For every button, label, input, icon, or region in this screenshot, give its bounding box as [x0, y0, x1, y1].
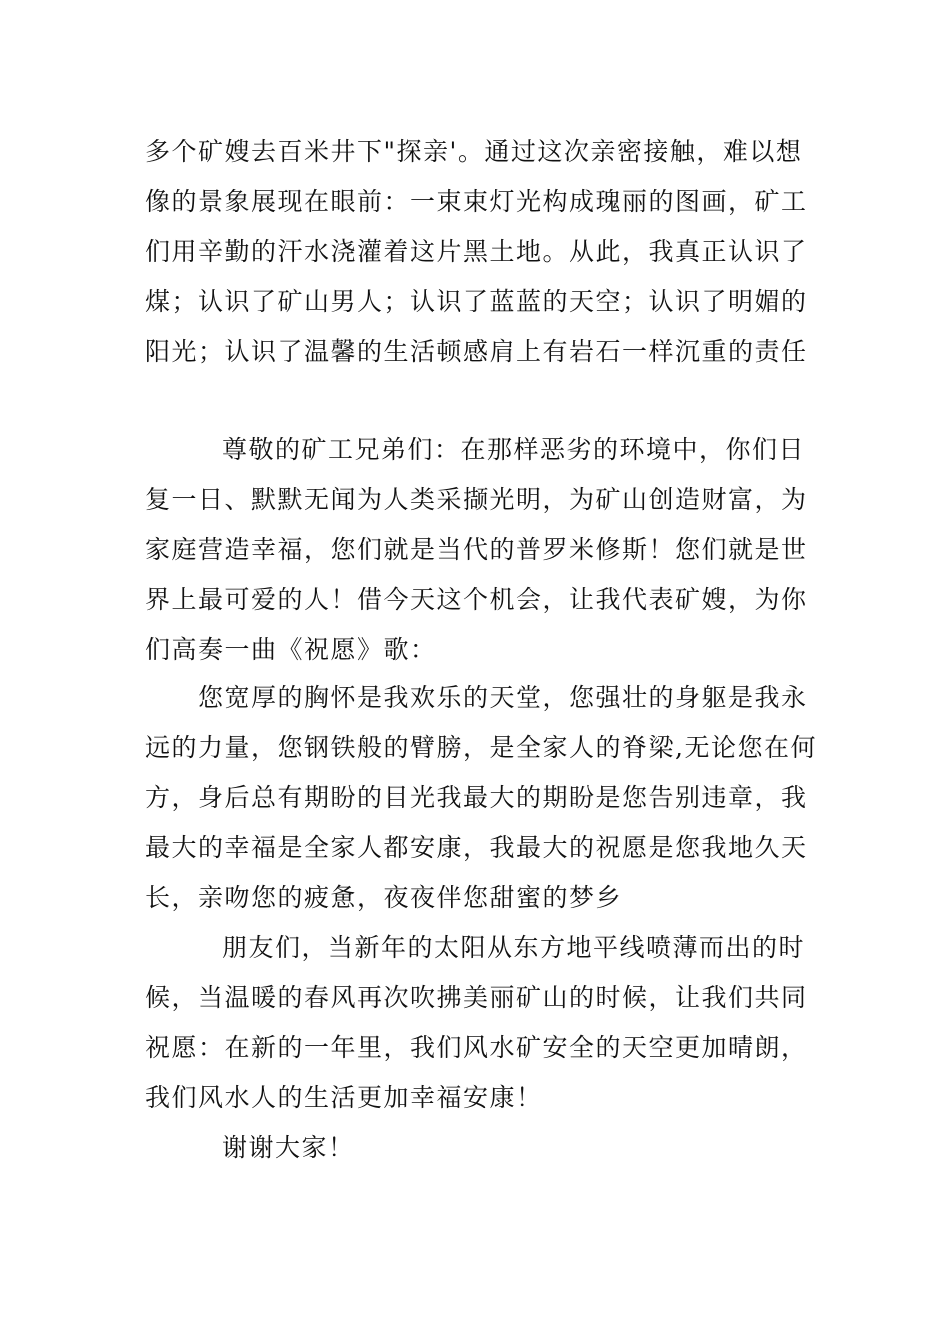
text-line: 祝愿：在新的一年里，我们风水矿安全的天空更加晴朗， — [145, 1033, 808, 1062]
text-line: 界上最可爱的人！借今天这个机会，让我代表矿嫂，为你 — [145, 585, 808, 614]
text-line: 家庭营造幸福，您们就是当代的普罗米修斯！您们就是世 — [145, 535, 808, 564]
text-line: 复一日、默默无闻为人类采撷光明，为矿山创造财富，为 — [145, 485, 808, 514]
text-line: 我们风水人的生活更加幸福安康！ — [145, 1083, 543, 1112]
text-line: 方，身后总有期盼的目光我最大的期盼是您告别违章，我 — [145, 783, 808, 812]
text-line: 们高奏一曲《祝愿》歌： — [145, 635, 437, 664]
text-line: 尊敬的矿工兄弟们：在那样恶劣的环境中，你们日 — [222, 435, 806, 464]
text-line: 谢谢大家！ — [222, 1133, 355, 1162]
text-line: 最大的幸福是全家人都安康，我最大的祝愿是您我地久天 — [145, 833, 808, 862]
text-line: 远的力量，您钢铁般的臂膀，是全家人的脊梁,无论您在何 — [145, 733, 817, 762]
text-line: 您宽厚的胸怀是我欢乐的天堂，您强壮的身躯是我永 — [198, 683, 808, 712]
text-line: 阳光；认识了温馨的生活顿感肩上有岩石一样沉重的责任 — [145, 337, 808, 366]
text-line: 长，亲吻您的疲惫，夜夜伴您甜蜜的梦乡 — [145, 883, 623, 912]
text-line: 朋友们，当新年的太阳从东方地平线喷薄而出的时 — [222, 933, 806, 962]
text-line: 们用辛勤的汗水浇灌着这片黑土地。从此，我真正认识了 — [145, 237, 808, 266]
text-line: 煤；认识了矿山男人；认识了蓝蓝的天空；认识了明媚的 — [145, 287, 808, 316]
text-line: 候，当温暖的春风再次吹拂美丽矿山的时候，让我们共同 — [145, 983, 808, 1012]
text-line: 像的景象展现在眼前：一束束灯光构成瑰丽的图画，矿工 — [145, 187, 808, 216]
text-line: 多个矿嫂去百米井下"探亲'。通过这次亲密接触，难以想 — [145, 137, 803, 166]
